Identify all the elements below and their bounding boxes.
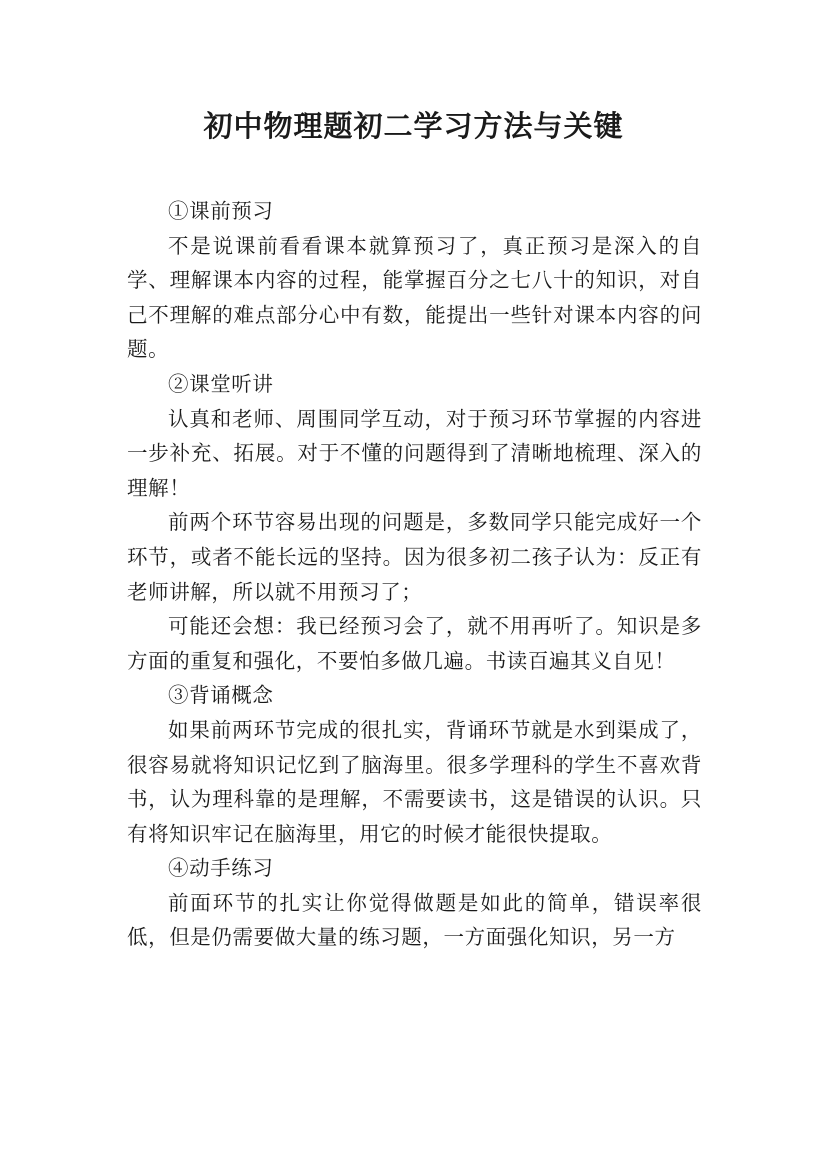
paragraph: 前面环节的扎实让你觉得做题是如此的简单，错误率很低，但是仍需要做大量的练习题，一方面强化知识，另一方 bbox=[127, 890, 702, 950]
paragraph: 认真和老师、周围同学互动，对于预习环节掌握的内容进一步补充、拓展。对于不懂的问题得到了清晰地梳理、深入的理解！ bbox=[127, 406, 702, 500]
paragraph: 可能还会想：我已经预习会了，就不用再听了。知识是多方面的重复和强化，不要怕多做几遍。书读百遍其义自见！ bbox=[127, 614, 702, 673]
section-heading-recite: ③背诵概念 bbox=[168, 683, 274, 708]
section-heading-practice: ④动手练习 bbox=[168, 856, 274, 881]
paragraph: 不是说课前看看课本就算预习了，真正预习是深入的自学、理解课本内容的过程，能掌握百分之七八十的知识，对自己不理解的难点部分心中有数，能提出一些针对课本内容的问题。 bbox=[127, 233, 702, 362]
paragraph: 如果前两环节完成的很扎实，背诵环节就是水到渠成了，很容易就将知识记忆到了脑海里。很多学理科的学生不喜欢背书，认为理科靠的是理解，不需要读书，这是错误的认识。只有将知识牢记在脑海里，用它的时候才能很快提取。 bbox=[127, 717, 702, 846]
section-heading-lecture: ②课堂听讲 bbox=[168, 371, 274, 396]
document-body bbox=[127, 194, 702, 955]
section-heading-preview: ①课前预习 bbox=[168, 199, 274, 223]
paragraph: 前两个环节容易出现的问题是，多数同学只能完成好一个环节，或者不能长远的坚持。因为很多初二孩子认为：反正有老师讲解，所以就不用预习了； bbox=[127, 510, 702, 604]
document-title: 初中物理题初二学习方法与关键 bbox=[203, 109, 624, 143]
